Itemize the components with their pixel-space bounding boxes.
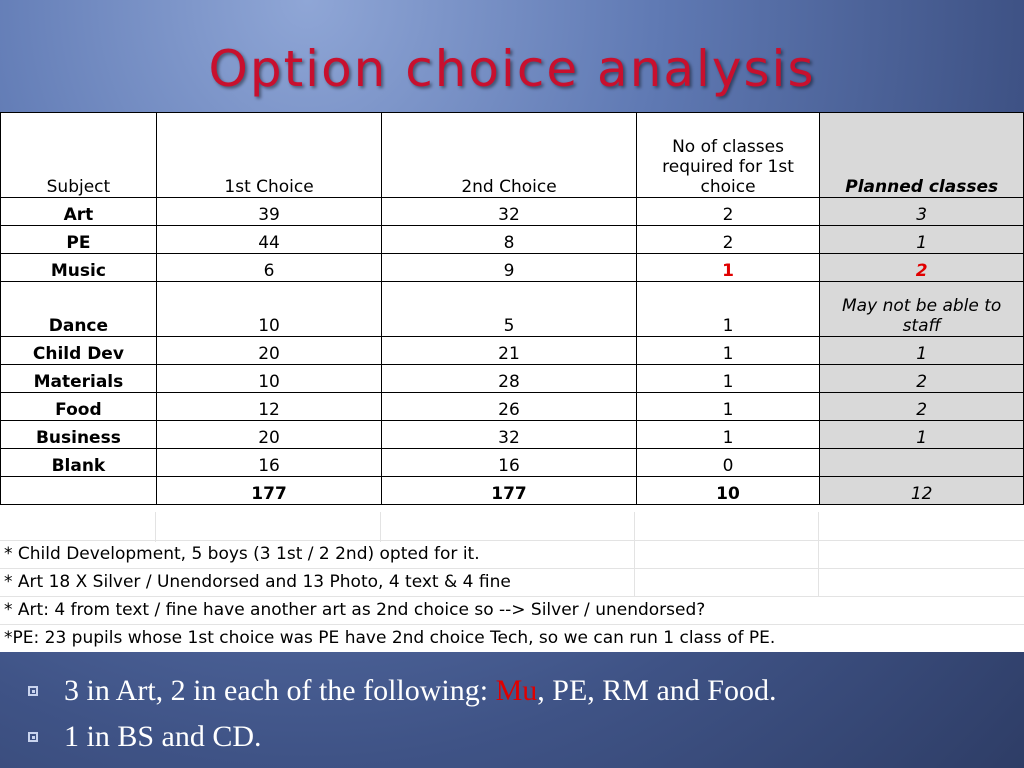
option-choice-table [0,112,1024,505]
header-first-choice: 1st Choice [156,113,381,198]
cell-classes: 1 [636,282,820,337]
cell-total-label [1,477,157,505]
bullet-highlight: Mu [495,674,538,707]
bullet-item [28,668,1008,714]
header-planned-classes: Planned classes [820,113,1024,198]
cell-classes-highlight: 1 [636,254,820,282]
cell-first: 12 [156,393,381,421]
cell-second: 16 [382,449,636,477]
note-art-silver: * Art 18 X Silver / Unendorsed and 13 Photo, 4 text & 4 fine [4,572,511,592]
header-classes-required: No of classes required for 1st choice [636,113,820,198]
cell-classes: 1 [636,337,820,365]
cell-first: 39 [156,198,381,226]
cell-second: 26 [382,393,636,421]
gridline [0,540,1024,541]
table-row [1,282,1024,337]
cell-subject: Art [1,198,157,226]
table-row [1,254,1024,282]
cell-total-second: 177 [382,477,636,505]
cell-subject: Child Dev [1,337,157,365]
slide-title: Option choice analysis [208,40,816,98]
cell-first: 10 [156,365,381,393]
bullet-text-1 [64,674,776,708]
cell-classes: 1 [636,365,820,393]
cell-classes: 1 [636,393,820,421]
bullet-text-part: , PE, RM and Food. [537,674,777,707]
cell-classes: 2 [636,226,820,254]
square-bullet-icon [28,732,38,742]
bullet-text-2: 1 in BS and CD. [64,720,262,753]
cell-planned: 3 [820,198,1024,226]
cell-second: 8 [382,226,636,254]
table-row [1,421,1024,449]
table-row [1,226,1024,254]
cell-second: 28 [382,365,636,393]
cell-first: 16 [156,449,381,477]
table-row [1,198,1024,226]
cell-second: 5 [382,282,636,337]
cell-subject: PE [1,226,157,254]
table-row [1,365,1024,393]
cell-planned: 2 [820,365,1024,393]
cell-first: 20 [156,421,381,449]
gridline [634,512,635,596]
note-art-second-choice: * Art: 4 from text / fine have another art as 2nd choice so --> Silver / unendorsed? [4,600,706,620]
cell-total-first: 177 [156,477,381,505]
gridline [0,568,1024,569]
cell-second: 21 [382,337,636,365]
cell-subject: Music [1,254,157,282]
gridline [0,596,1024,597]
cell-subject: Dance [1,282,157,337]
bullet-text-part: 3 in Art, 2 in each of the following: [64,674,496,707]
square-bullet-icon [28,686,38,696]
cell-classes: 2 [636,198,820,226]
table-row [1,337,1024,365]
totals-row [1,477,1024,505]
spreadsheet-area [0,112,1024,652]
cell-second: 32 [382,198,636,226]
table-row [1,393,1024,421]
cell-first: 44 [156,226,381,254]
cell-planned-highlight: 2 [820,254,1024,282]
gridline [155,512,156,542]
cell-subject: Blank [1,449,157,477]
cell-subject: Food [1,393,157,421]
cell-planned: 2 [820,393,1024,421]
cell-planned: 1 [820,337,1024,365]
cell-second: 32 [382,421,636,449]
cell-planned: 1 [820,421,1024,449]
cell-total-classes: 10 [636,477,820,505]
bullet-list [28,668,1008,760]
header-second-choice: 2nd Choice [382,113,636,198]
cell-total-planned: 12 [820,477,1024,505]
cell-first: 6 [156,254,381,282]
cell-planned: 1 [820,226,1024,254]
note-child-development: * Child Development, 5 boys (3 1st / 2 2nd) opted for it. [4,544,480,564]
cell-subject: Materials [1,365,157,393]
note-pe: *PE: 23 pupils whose 1st choice was PE have 2nd choice Tech, so we can run 1 class of PE. [4,628,776,648]
header-subject: Subject [1,113,157,198]
cell-first: 10 [156,282,381,337]
cell-planned [820,449,1024,477]
cell-classes: 1 [636,421,820,449]
cell-second: 9 [382,254,636,282]
cell-subject: Business [1,421,157,449]
gridline [380,512,381,542]
table-header-row [1,113,1024,198]
gridline [0,624,1024,625]
bullet-item [28,714,1008,760]
table-row [1,449,1024,477]
cell-first: 20 [156,337,381,365]
cell-planned: May not be able to staff [820,282,1024,337]
gridline [818,512,819,596]
cell-classes: 0 [636,449,820,477]
